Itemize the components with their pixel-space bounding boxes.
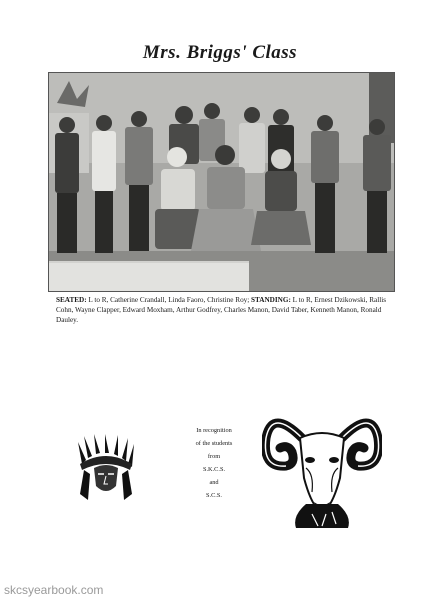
standing-label: STANDING: [251,296,291,304]
seated-label: SEATED: [56,296,87,304]
recognition-line: In recognition [196,427,232,434]
seated-names: L to R, Catherine Crandall, Linda Faoro, Christine Roy; [88,296,250,304]
recognition-line: S.K.C.S. [202,466,226,473]
photo-caption [56,295,391,325]
recognition-line: S.C.S. [206,492,222,499]
page-title: Mrs. Briggs' Class [142,42,298,63]
recognition-line: and [209,479,219,486]
recognition-text [178,424,250,502]
watermark: skcsyearbook.com [4,583,104,597]
class-group-photo [48,72,395,292]
recognition-line: from [207,453,221,460]
recognition-line: of the students [195,440,233,447]
ram-mascot-icon [262,408,382,530]
indian-chief-mascot-icon [76,434,136,502]
standing-names: L to R, Ernest Dzikowski, Rallis Cohn, Wayne Clapper, Edward Moxham, Arthur Godfrey, Charles Manon, David Taber, Kenneth Manon, Ronald Dauley. [56,296,387,324]
